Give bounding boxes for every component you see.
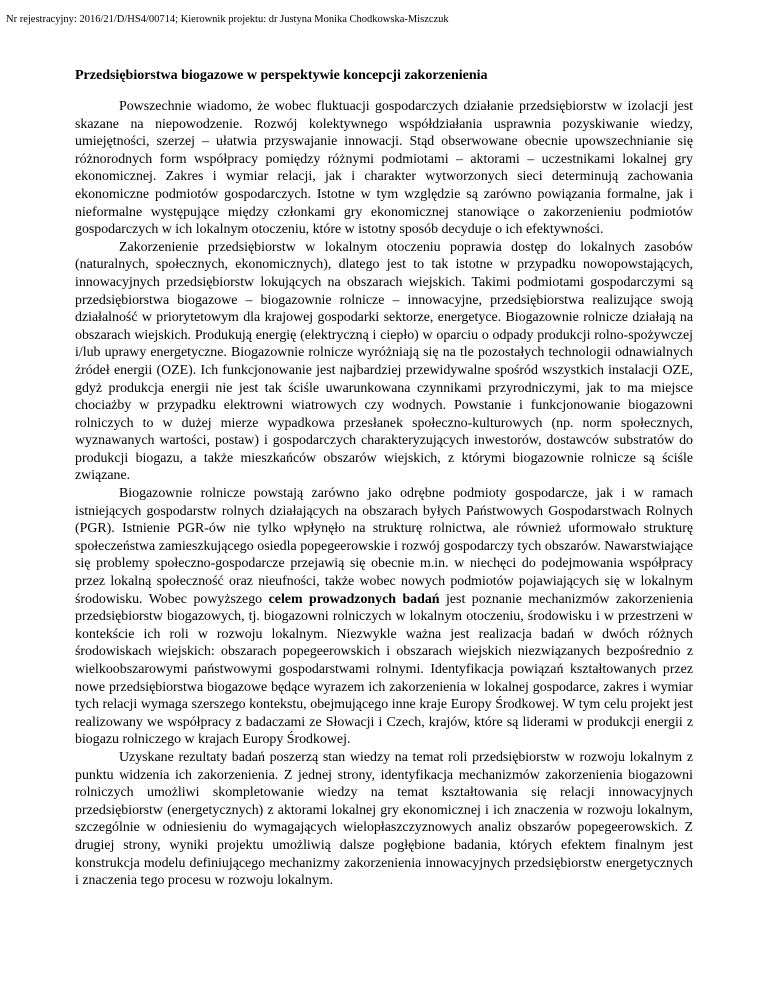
paragraph-3 bbox=[75, 485, 693, 749]
paragraph-4: Uzyskane rezultaty badań poszerzą stan wiedzy na temat roli przedsiębiorstw w rozwoju lokalnym z punktu widzenia ich zakorzenienia. Z jednej strony, identyfikacja mechanizmów zakorzenienia biogazowni rolniczych umożliwi skompletowanie wiedzy na temat kształtowania się relacji innowacyjnych przedsiębiorstw (energetycznych) z aktorami lokalnej gry ekonomicznej i ich znaczenia w rozwoju lokalnym, szczególnie w odniesieniu do wymagających wielopłaszczyznowych analiz obszarów popegeerowskich. Z drugiej strony, wyniki projektu umożliwią dalsze pogłębione badania, których efektem finalnym jest konstrukcja modelu definiującego mechanizmy zakorzenienia innowacyjnych przedsiębiorstw energetycznych i znaczenia tego procesu w rozwoju lokalnym. bbox=[75, 749, 693, 889]
paragraph-2: Zakorzenienie przedsiębiorstw w lokalnym otoczeniu poprawia dostęp do lokalnych zasobów (naturalnych, społecznych, ekonomicznych), dlatego jest to tak istotne w przypadku nowopowstających, innowacyjnych przedsiębiorstw lokujących na obszarach wiejskich. Takimi podmiotami gospodarczymi są przedsiębiorstwa biogazowe – biogazownie rolnicze – innowacyjne, przedsiębiorstwa realizujące swoją działalność w priorytetowym dla krajowej gospodarki sektorze, energetyce. Biogazownie rolnicze działają na obszarach wiejskich. Produkują energię (elektryczną i ciepło) w oparciu o odpady produkcji rolno-spożywczej i/lub uprawy energetyczne. Biogazownie rolnicze wyróżniają się na tle pozostałych technologii odnawialnych źródeł energii (OZE). Ich funkcjonowanie jest najbardziej przewidywalne spośród wszystkich instalacji OZE, gdyż produkcja energii nie jest tak ściśle uwarunkowana czynnikami przyrodniczymi, jak to ma miejsce chociażby w przypadku elektrowni wiatrowych czy wodnych. Powstanie i funkcjonowanie biogazowni rolniczych to w dużej mierze wypadkowa przesłanek społeczno-kulturowych (np. norm społecznych, wyznawanych wartości, postaw) i gospodarczych charakteryzujących inwestorów, dostawców substratów do produkcji biogazu, a także mieszkańców obszarów wiejskich, z którymi biogazownie rolnicze są ściśle związane. bbox=[75, 239, 693, 484]
page-header: Nr rejestracyjny: 2016/21/D/HS4/00714; Kierownik projektu: dr Justyna Monika Chodkowska-Miszczuk bbox=[6, 14, 449, 25]
paragraph-3-part-1: Biogazownie rolnicze powstają zarówno jako odrębne podmioty gospodarcze, jak i w ramach istniejących gospodarstw rolnych działających na obszarach byłych Państwowych Gospodarstwach Rolnych (PGR). Istnienie PGR-ów nie tylko wpłynęło na strukturę rolnictwa, ale również uformowało strukturę społeczeństwa zamieszkującego osiedla popegeerowskie i rozwój gospodarczy tych obszarów. Nawarstwiające się problemy społeczno-gospodarcze przejawią się obecnie m.in. w niechęci do podejmowania współpracy przez lokalną społeczność oraz nieufności, także wobec nowych podmiotów pojawiających się w lokalnym środowisku. Wobec powyższego bbox=[75, 486, 693, 607]
document-body bbox=[75, 98, 693, 890]
paragraph-1: Powszechnie wiadomo, że wobec fluktuacji gospodarczych działanie przedsiębiorstw w izolacji jest skazane na niepowodzenie. Rozwój kolektywnego współdziałania usprawnia pozyskiwanie wiedzy, umiejętności, szerzej – ułatwia przyswajanie innowacji. Stąd obserwowane obecnie upowszechnianie się różnorodnych form współpracy pomiędzy różnymi podmiotami – aktorami – uczestnikami lokalnej gry ekonomicznej. Zakres i wymiar relacji, jak i charakter wytworzonych sieci determinują zachowania ekonomiczne podmiotów gospodarczych. Istotne w tym względzie są zarówno powiązania formalne, jak i nieformalne występujące między członkami gry ekonomicznej stanowiące o zakorzenieniu podmiotów gospodarczych w ich lokalnym otoczeniu, które w istotny sposób decyduje o ich efektywności. bbox=[75, 99, 693, 238]
research-goal-emphasis: celem prowadzonych badań bbox=[268, 591, 440, 607]
paragraph-3-part-2: jest poznanie mechanizmów zakorzenienia przedsiębiorstw biogazowych, tj. biogazowni rolniczych w lokalnym otoczeniu, środowisku i w przestrzeni w kontekście ich roli w rozwoju lokalnym. Niezwykle ważna jest realizacja badań w dwóch różnych środowiskach wiejskich: obszarach popegeerowskich i obszarach wiejskich niezwiązanych bezpośrednio z wielkoobszarowymi państwowymi gospodarstwami rolnymi. Identyfikacja powiązań kształtowanych przez nowe przedsiębiorstwa biogazowe będące wyrazem ich zakorzenienia w lokalnej gospodarce, zakres i wymiar tych relacji wymaga szerszego kontekstu, obejmującego inne kraje Europy Środkowej. W tym celu projekt jest realizowany we współpracy z badaczami ze Słowacji i Czech, krajów, które są liderami w produkcji energii z biogazu rolniczego w krajach Europy Środkowej. bbox=[75, 591, 693, 748]
document-title: Przedsiębiorstwa biogazowe w perspektywie koncepcji zakorzenienia bbox=[75, 68, 488, 83]
